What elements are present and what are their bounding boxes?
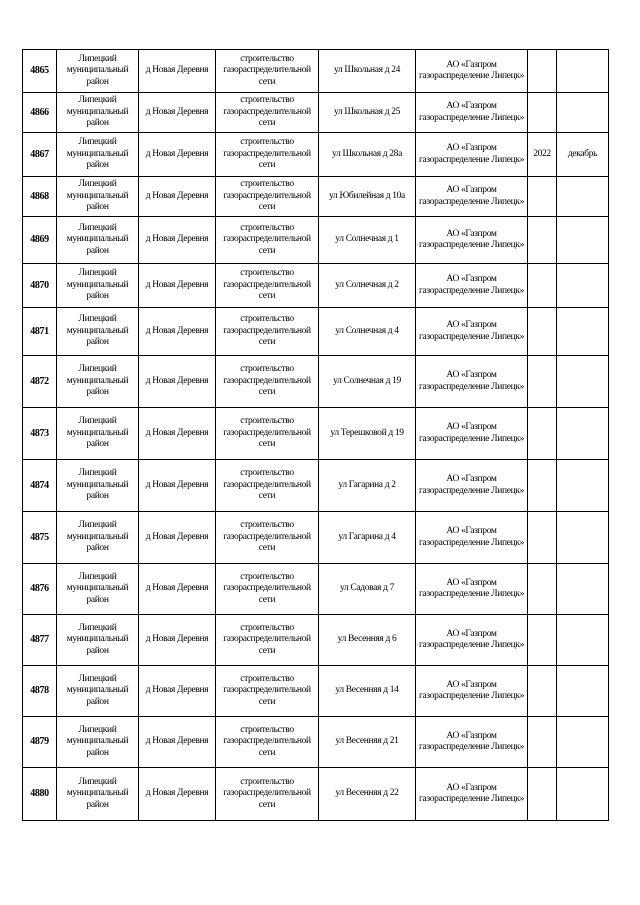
work-type-cell: строительство газораспределительной сети [216,264,319,308]
month-cell [557,717,609,768]
organization-cell: АО «Газпром газораспределение Липецк» [416,217,528,264]
address-cell: ул Весенняя д 22 [319,768,416,821]
address-cell: ул Юбилейная д 10а [319,177,416,217]
work-type-cell: строительство газораспределительной сети [216,615,319,666]
row-number-cell: 4868 [23,177,57,217]
address-cell: ул Школьная д 24 [319,50,416,93]
organization-cell: АО «Газпром газораспределение Липецк» [416,308,528,356]
table-row [23,217,609,264]
table-body [23,50,609,821]
table-row [23,615,609,666]
work-type-cell: строительство газораспределительной сети [216,666,319,717]
row-number-cell: 4880 [23,768,57,821]
organization-cell: АО «Газпром газораспределение Липецк» [416,356,528,408]
row-number-cell: 4869 [23,217,57,264]
year-cell [528,768,557,821]
village-cell: д Новая Деревня [139,615,216,666]
work-type-cell: строительство газораспределительной сети [216,356,319,408]
gasification-table [22,49,609,821]
district-cell: Липецкий муниципальный район [57,93,139,133]
address-cell: ул Солнечная д 4 [319,308,416,356]
village-cell: д Новая Деревня [139,564,216,615]
address-cell: ул Весенняя д 6 [319,615,416,666]
village-cell: д Новая Деревня [139,177,216,217]
address-cell: ул Терешковой д 19 [319,408,416,460]
work-type-cell: строительство газораспределительной сети [216,133,319,177]
address-cell: ул Школьная д 28а [319,133,416,177]
year-cell [528,356,557,408]
table-row [23,666,609,717]
table-row [23,50,609,93]
district-cell: Липецкий муниципальный район [57,217,139,264]
address-cell: ул Гагарина д 4 [319,512,416,564]
row-number-cell: 4871 [23,308,57,356]
village-cell: д Новая Деревня [139,133,216,177]
month-cell [557,408,609,460]
address-cell: ул Весенняя д 21 [319,717,416,768]
address-cell: ул Гагарина д 2 [319,460,416,512]
month-cell [557,666,609,717]
village-cell: д Новая Деревня [139,217,216,264]
work-type-cell: строительство газораспределительной сети [216,460,319,512]
work-type-cell: строительство газораспределительной сети [216,50,319,93]
district-cell: Липецкий муниципальный район [57,615,139,666]
table-row [23,460,609,512]
organization-cell: АО «Газпром газораспределение Липецк» [416,177,528,217]
month-cell [557,512,609,564]
district-cell: Липецкий муниципальный район [57,408,139,460]
organization-cell: АО «Газпром газораспределение Липецк» [416,264,528,308]
district-cell: Липецкий муниципальный район [57,768,139,821]
village-cell: д Новая Деревня [139,356,216,408]
year-cell: 2022 [528,133,557,177]
organization-cell: АО «Газпром газораспределение Липецк» [416,408,528,460]
year-cell [528,408,557,460]
organization-cell: АО «Газпром газораспределение Липецк» [416,133,528,177]
organization-cell: АО «Газпром газораспределение Липецк» [416,460,528,512]
work-type-cell: строительство газораспределительной сети [216,177,319,217]
row-number-cell: 4878 [23,666,57,717]
row-number-cell: 4879 [23,717,57,768]
district-cell: Липецкий муниципальный район [57,564,139,615]
row-number-cell: 4865 [23,50,57,93]
row-number-cell: 4866 [23,93,57,133]
year-cell [528,50,557,93]
year-cell [528,308,557,356]
row-number-cell: 4867 [23,133,57,177]
district-cell: Липецкий муниципальный район [57,308,139,356]
month-cell [557,460,609,512]
work-type-cell: строительство газораспределительной сети [216,93,319,133]
organization-cell: АО «Газпром газораспределение Липецк» [416,615,528,666]
address-cell: ул Весенняя д 14 [319,666,416,717]
month-cell: декабрь [557,133,609,177]
work-type-cell: строительство газораспределительной сети [216,408,319,460]
district-cell: Липецкий муниципальный район [57,512,139,564]
work-type-cell: строительство газораспределительной сети [216,564,319,615]
row-number-cell: 4872 [23,356,57,408]
address-cell: ул Садовая д 7 [319,564,416,615]
village-cell: д Новая Деревня [139,408,216,460]
village-cell: д Новая Деревня [139,308,216,356]
month-cell [557,177,609,217]
work-type-cell: строительство газораспределительной сети [216,308,319,356]
table-row [23,93,609,133]
year-cell [528,264,557,308]
year-cell [528,512,557,564]
row-number-cell: 4876 [23,564,57,615]
row-number-cell: 4873 [23,408,57,460]
table-row [23,308,609,356]
month-cell [557,264,609,308]
village-cell: д Новая Деревня [139,460,216,512]
year-cell [528,93,557,133]
table-row [23,564,609,615]
table-row [23,177,609,217]
work-type-cell: строительство газораспределительной сети [216,717,319,768]
year-cell [528,460,557,512]
village-cell: д Новая Деревня [139,50,216,93]
work-type-cell: строительство газораспределительной сети [216,512,319,564]
month-cell [557,615,609,666]
district-cell: Липецкий муниципальный район [57,356,139,408]
district-cell: Липецкий муниципальный район [57,264,139,308]
work-type-cell: строительство газораспределительной сети [216,217,319,264]
address-cell: ул Солнечная д 2 [319,264,416,308]
month-cell [557,564,609,615]
district-cell: Липецкий муниципальный район [57,177,139,217]
district-cell: Липецкий муниципальный район [57,50,139,93]
district-cell: Липецкий муниципальный район [57,460,139,512]
row-number-cell: 4874 [23,460,57,512]
year-cell [528,717,557,768]
district-cell: Липецкий муниципальный район [57,133,139,177]
address-cell: ул Солнечная д 19 [319,356,416,408]
year-cell [528,615,557,666]
organization-cell: АО «Газпром газораспределение Липецк» [416,512,528,564]
month-cell [557,308,609,356]
village-cell: д Новая Деревня [139,93,216,133]
village-cell: д Новая Деревня [139,512,216,564]
table-row [23,408,609,460]
organization-cell: АО «Газпром газораспределение Липецк» [416,768,528,821]
table-row [23,717,609,768]
village-cell: д Новая Деревня [139,768,216,821]
table-row [23,768,609,821]
table-row [23,512,609,564]
address-cell: ул Солнечная д 1 [319,217,416,264]
row-number-cell: 4870 [23,264,57,308]
row-number-cell: 4875 [23,512,57,564]
table-row [23,356,609,408]
organization-cell: АО «Газпром газораспределение Липецк» [416,717,528,768]
organization-cell: АО «Газпром газораспределение Липецк» [416,666,528,717]
district-cell: Липецкий муниципальный район [57,717,139,768]
month-cell [557,217,609,264]
year-cell [528,666,557,717]
village-cell: д Новая Деревня [139,717,216,768]
row-number-cell: 4877 [23,615,57,666]
month-cell [557,50,609,93]
year-cell [528,177,557,217]
village-cell: д Новая Деревня [139,264,216,308]
month-cell [557,768,609,821]
year-cell [528,564,557,615]
work-type-cell: строительство газораспределительной сети [216,768,319,821]
district-cell: Липецкий муниципальный район [57,666,139,717]
village-cell: д Новая Деревня [139,666,216,717]
month-cell [557,356,609,408]
month-cell [557,93,609,133]
address-cell: ул Школьная д 25 [319,93,416,133]
year-cell [528,217,557,264]
organization-cell: АО «Газпром газораспределение Липецк» [416,93,528,133]
organization-cell: АО «Газпром газораспределение Липецк» [416,50,528,93]
table-row [23,264,609,308]
table-row [23,133,609,177]
organization-cell: АО «Газпром газораспределение Липецк» [416,564,528,615]
